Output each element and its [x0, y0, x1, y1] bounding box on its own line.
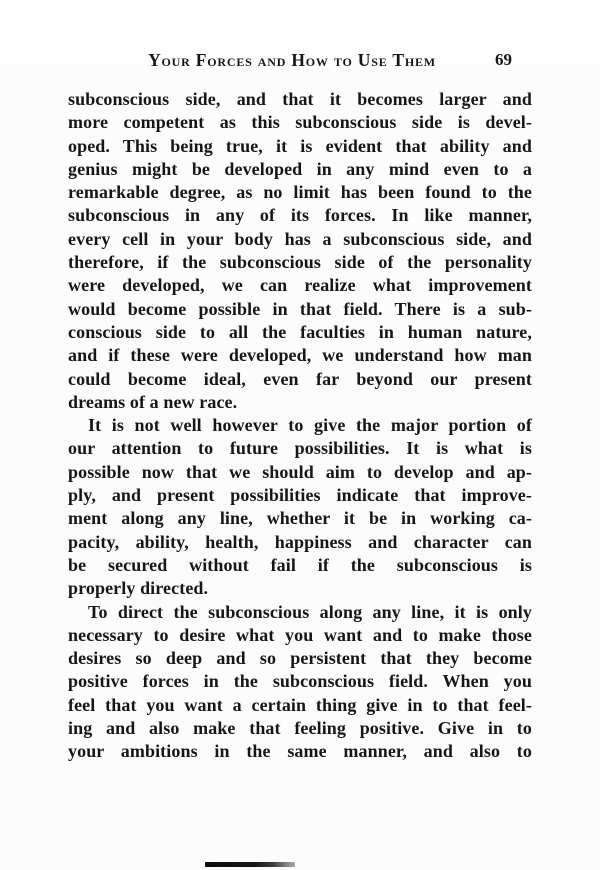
text-line: ment along any line, whether it be in working ca-: [68, 508, 532, 529]
text-line: be secured without fail if the subconscious is: [68, 554, 532, 575]
text-line: would become possible in that field. There is a sub-: [68, 298, 532, 319]
text-line: subconscious side, and that it becomes larger and: [68, 89, 532, 109]
running-header-title: Your Forces and How to Use Them: [148, 50, 436, 70]
text-line: your ambitions in the same manner, and also to: [68, 741, 532, 762]
text-line: every cell in your body has a subconscious side, and: [68, 228, 532, 249]
text-line: could become ideal, even far beyond our present: [68, 368, 532, 389]
text-line: ply, and present possibilities indicate that improve-: [68, 485, 532, 506]
text-line: oped. This being true, it is evident that ability and: [68, 135, 532, 156]
text-line: and if these were developed, we understand how man: [68, 345, 532, 366]
text-line: our attention to future possibilities. It is what is: [68, 438, 532, 459]
text-line: were developed, we can realize what improvement: [68, 275, 532, 296]
text-line: ing and also make that feeling positive. Give in to: [68, 718, 532, 739]
text-line: dreams of a new race.: [68, 391, 238, 412]
running-header: [0, 50, 600, 68]
page-number: 69: [495, 50, 512, 69]
text-line: subconscious in any of its forces. In like manner,: [68, 205, 532, 226]
text-line: To direct the subconscious along any line, it is only: [88, 601, 532, 622]
body-text: [68, 88, 532, 764]
text-line: possible now that we should aim to develop and ap-: [68, 461, 532, 482]
text-line: therefore, if the subconscious side of the personality: [68, 252, 532, 273]
text-line: desires so deep and so persistent that they become: [68, 648, 532, 669]
text-line: remarkable degree, as no limit has been found to the: [68, 182, 532, 203]
text-line: more competent as this subconscious side is devel-: [68, 112, 532, 133]
text-line: conscious side to all the faculties in human nature,: [68, 321, 532, 342]
text-line: It is not well however to give the major portion of: [88, 415, 532, 436]
text-line: pacity, ability, health, happiness and character can: [68, 531, 532, 552]
text-line: properly directed.: [68, 578, 209, 599]
text-line: genius might be developed in any mind even to a: [68, 158, 532, 179]
text-line: feel that you want a certain thing give in to that feel-: [68, 694, 532, 715]
text-line: necessary to desire what you want and to make those: [68, 624, 532, 645]
text-line: positive forces in the subconscious field. When you: [68, 671, 532, 692]
scan-edge-mark: [205, 862, 295, 867]
